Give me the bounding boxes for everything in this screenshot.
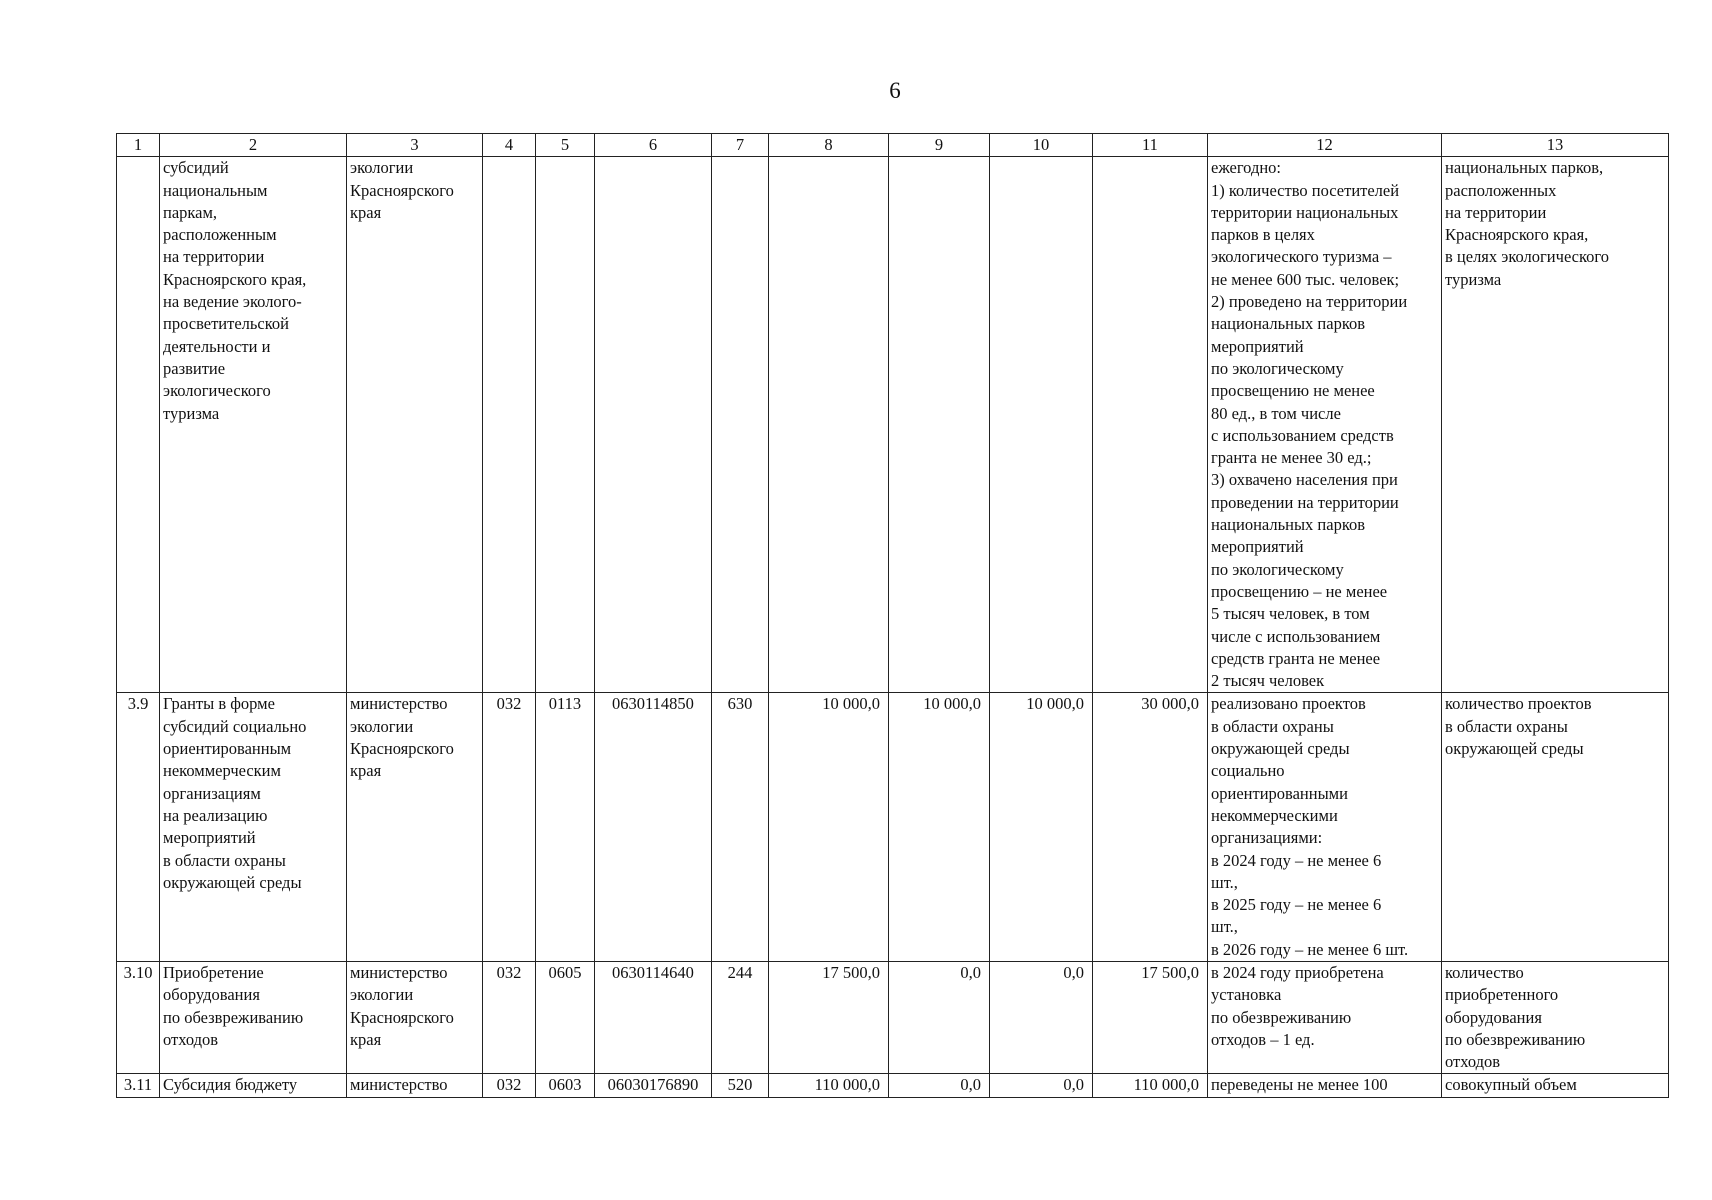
cell-text-line: реализовано проектов	[1211, 694, 1366, 714]
column-header: 11	[1093, 134, 1208, 157]
grbs-code-cell: 032	[483, 961, 536, 1073]
cell-text-line: по обезвреживанию	[1211, 1007, 1352, 1027]
cell-text-line: в области охраны	[1211, 716, 1334, 736]
cell-text-line: 80 ед., в том числе	[1211, 403, 1341, 423]
cell-text-line: расположенным	[163, 225, 277, 245]
table-row	[117, 157, 1669, 693]
measure-name-cell	[160, 961, 347, 1073]
expense-type-cell: 630	[712, 693, 769, 962]
cell-text-line: социально	[1211, 761, 1285, 781]
cell-text-line: отходов	[1445, 1052, 1501, 1072]
cell-text-line: расположенных	[1445, 180, 1557, 200]
cell-text-line: организациям	[163, 783, 261, 803]
cell-text-line: паркам,	[163, 202, 218, 222]
cell-text-line: оборудования	[163, 985, 260, 1005]
cell-text-line: совокупный объем	[1445, 1075, 1577, 1095]
cell-text-line: 3) охвачено населения при	[1211, 470, 1398, 490]
cell-text-line: на реализацию	[163, 805, 268, 825]
cell-text-line: количество проектов	[1445, 694, 1592, 714]
indicator-cell	[1442, 1074, 1669, 1097]
target-article-cell: 0630114640	[595, 961, 712, 1073]
indicator-cell	[1442, 693, 1669, 962]
cell-text-line: территории национальных	[1211, 202, 1399, 222]
agency-cell	[347, 961, 483, 1073]
cell-text-line: экологии	[350, 158, 414, 178]
amount-total-cell: 110 000,0	[1093, 1074, 1208, 1097]
column-header: 7	[712, 134, 769, 157]
cell-text-line: в 2026 году – не менее 6 шт.	[1211, 939, 1409, 959]
amount-2024-cell	[769, 157, 889, 693]
section-code-cell: 0603	[536, 1074, 595, 1097]
amount-total-cell	[1093, 157, 1208, 693]
amount-total-cell: 30 000,0	[1093, 693, 1208, 962]
cell-text-line: проведении на территории	[1211, 492, 1399, 512]
cell-text-line: национальным	[163, 180, 268, 200]
measures-table	[116, 133, 1669, 1098]
grbs-code-cell: 032	[483, 1074, 536, 1097]
cell-text-line: шт.,	[1211, 917, 1238, 937]
target-article-cell	[595, 157, 712, 693]
cell-text-line: на территории	[163, 247, 265, 267]
cell-text-line: Красноярского	[350, 739, 454, 759]
cell-text-line: просвещению – не менее	[1211, 581, 1388, 601]
item-number-cell: 3.11	[117, 1074, 160, 1097]
cell-text-line: Красноярского края,	[163, 269, 307, 289]
section-code-cell: 0605	[536, 961, 595, 1073]
cell-text-line: министерство	[350, 962, 448, 982]
cell-text-line: просвещению не менее	[1211, 381, 1375, 401]
cell-text-line: мероприятий	[1211, 336, 1304, 356]
expense-type-cell: 244	[712, 961, 769, 1073]
column-header: 10	[990, 134, 1093, 157]
cell-text-line: по обезвреживанию	[1445, 1029, 1586, 1049]
cell-text-line: туризма	[1445, 269, 1502, 289]
indicator-cell	[1442, 157, 1669, 693]
measure-name-cell	[160, 1074, 347, 1097]
amount-2026-cell: 10 000,0	[990, 693, 1093, 962]
table-row	[117, 961, 1669, 1073]
cell-text-line: мероприятий	[1211, 537, 1304, 557]
cell-text-line: Красноярского края,	[1445, 225, 1589, 245]
expense-type-cell	[712, 157, 769, 693]
column-header: 9	[889, 134, 990, 157]
cell-text-line: в области охраны	[163, 850, 286, 870]
cell-text-line: окружающей среды	[1211, 739, 1350, 759]
cell-text-line: субсидий	[163, 158, 229, 178]
cell-text-line: края	[350, 202, 382, 222]
cell-text-line: по обезвреживанию	[163, 1007, 304, 1027]
amount-2026-cell: 0,0	[990, 961, 1093, 1073]
cell-text-line: ориентированными	[1211, 783, 1348, 803]
cell-text-line: 1) количество посетителей	[1211, 180, 1400, 200]
expense-type-cell: 520	[712, 1074, 769, 1097]
cell-text-line: по экологическому	[1211, 559, 1344, 579]
item-number-cell: 3.9	[117, 693, 160, 962]
cell-text-line: организациями:	[1211, 828, 1323, 848]
indicator-cell	[1442, 961, 1669, 1073]
page-number: 6	[889, 78, 901, 103]
amount-2024-cell: 17 500,0	[769, 961, 889, 1073]
target-article-cell: 0630114850	[595, 693, 712, 962]
column-header: 2	[160, 134, 347, 157]
column-number-header-row	[117, 134, 1669, 157]
section-code-cell: 0113	[536, 693, 595, 962]
cell-text-line: 5 тысяч человек, в том	[1211, 604, 1370, 624]
cell-text-line: отходов	[163, 1029, 219, 1049]
column-header: 8	[769, 134, 889, 157]
cell-text-line: приобретенного	[1445, 985, 1559, 1005]
cell-text-line: шт.,	[1211, 872, 1238, 892]
cell-text-line: по экологическому	[1211, 358, 1344, 378]
cell-text-line: не менее 600 тыс. человек;	[1211, 269, 1400, 289]
amount-2024-cell: 110 000,0	[769, 1074, 889, 1097]
cell-text-line: ежегодно:	[1211, 158, 1282, 178]
cell-text-line: с использованием средств	[1211, 425, 1394, 445]
amount-total-cell: 17 500,0	[1093, 961, 1208, 1073]
column-header: 1	[117, 134, 160, 157]
measure-name-cell	[160, 157, 347, 693]
target-article-cell: 06030176890	[595, 1074, 712, 1097]
grbs-code-cell	[483, 157, 536, 693]
cell-text-line: деятельности и	[163, 336, 271, 356]
cell-text-line: национальных парков	[1211, 515, 1366, 535]
column-header: 3	[347, 134, 483, 157]
cell-text-line: парков в целях	[1211, 225, 1315, 245]
expected-result-cell	[1208, 1074, 1442, 1097]
cell-text-line: гранта не менее 30 ед.;	[1211, 448, 1372, 468]
cell-text-line: 2) проведено на территории	[1211, 292, 1408, 312]
cell-text-line: переведены не менее 100	[1211, 1075, 1388, 1095]
amount-2024-cell: 10 000,0	[769, 693, 889, 962]
agency-cell	[347, 693, 483, 962]
cell-text-line: края	[350, 1029, 382, 1049]
cell-text-line: Приобретение	[163, 962, 264, 982]
cell-text-line: министерство	[350, 1075, 448, 1095]
cell-text-line: 2 тысяч человек	[1211, 671, 1325, 691]
cell-text-line: экологического	[163, 381, 271, 401]
amount-2026-cell: 0,0	[990, 1074, 1093, 1097]
expected-result-cell	[1208, 693, 1442, 962]
cell-text-line: некоммерческими	[1211, 805, 1338, 825]
cell-text-line: оборудования	[1445, 1007, 1542, 1027]
cell-text-line: окружающей среды	[163, 872, 302, 892]
cell-text-line: национальных парков,	[1445, 158, 1604, 178]
cell-text-line: окружающей среды	[1445, 739, 1584, 759]
cell-text-line: отходов – 1 ед.	[1211, 1029, 1315, 1049]
table-row	[117, 1074, 1669, 1097]
cell-text-line: на территории	[1445, 202, 1547, 222]
cell-text-line: экологии	[350, 985, 414, 1005]
cell-text-line: Красноярского	[350, 1007, 454, 1027]
cell-text-line: Красноярского	[350, 180, 454, 200]
cell-text-line: на ведение эколого-	[163, 292, 302, 312]
amount-2025-cell: 10 000,0	[889, 693, 990, 962]
amount-2025-cell: 0,0	[889, 961, 990, 1073]
cell-text-line: развитие	[163, 358, 226, 378]
amount-2026-cell	[990, 157, 1093, 693]
cell-text-line: экологии	[350, 716, 414, 736]
expected-result-cell	[1208, 157, 1442, 693]
cell-text-line: мероприятий	[163, 828, 256, 848]
expected-result-cell	[1208, 961, 1442, 1073]
cell-text-line: просветительской	[163, 314, 289, 334]
agency-cell	[347, 157, 483, 693]
table-row	[117, 693, 1669, 962]
amount-2025-cell	[889, 157, 990, 693]
agency-cell	[347, 1074, 483, 1097]
cell-text-line: Гранты в форме	[163, 694, 275, 714]
column-header: 12	[1208, 134, 1442, 157]
cell-text-line: количество	[1445, 962, 1524, 982]
column-header: 4	[483, 134, 536, 157]
cell-text-line: в области охраны	[1445, 716, 1568, 736]
column-header: 6	[595, 134, 712, 157]
cell-text-line: национальных парков	[1211, 314, 1366, 334]
column-header: 5	[536, 134, 595, 157]
cell-text-line: Субсидия бюджету	[163, 1075, 298, 1095]
cell-text-line: в 2024 году – не менее 6	[1211, 850, 1382, 870]
cell-text-line: числе с использованием	[1211, 626, 1381, 646]
cell-text-line: туризма	[163, 403, 220, 423]
cell-text-line: некоммерческим	[163, 761, 281, 781]
measure-name-cell	[160, 693, 347, 962]
cell-text-line: министерство	[350, 694, 448, 714]
grbs-code-cell: 032	[483, 693, 536, 962]
cell-text-line: средств гранта не менее	[1211, 648, 1381, 668]
cell-text-line: в целях экологического	[1445, 247, 1610, 267]
cell-text-line: в 2024 году приобретена	[1211, 962, 1384, 982]
amount-2025-cell: 0,0	[889, 1074, 990, 1097]
cell-text-line: экологического туризма –	[1211, 247, 1392, 267]
item-number-cell: 3.10	[117, 961, 160, 1073]
cell-text-line: установка	[1211, 985, 1282, 1005]
cell-text-line: края	[350, 761, 382, 781]
cell-text-line: ориентированным	[163, 739, 292, 759]
item-number-cell	[117, 157, 160, 693]
section-code-cell	[536, 157, 595, 693]
cell-text-line: субсидий социально	[163, 716, 307, 736]
column-header: 13	[1442, 134, 1669, 157]
cell-text-line: в 2025 году – не менее 6	[1211, 895, 1382, 915]
